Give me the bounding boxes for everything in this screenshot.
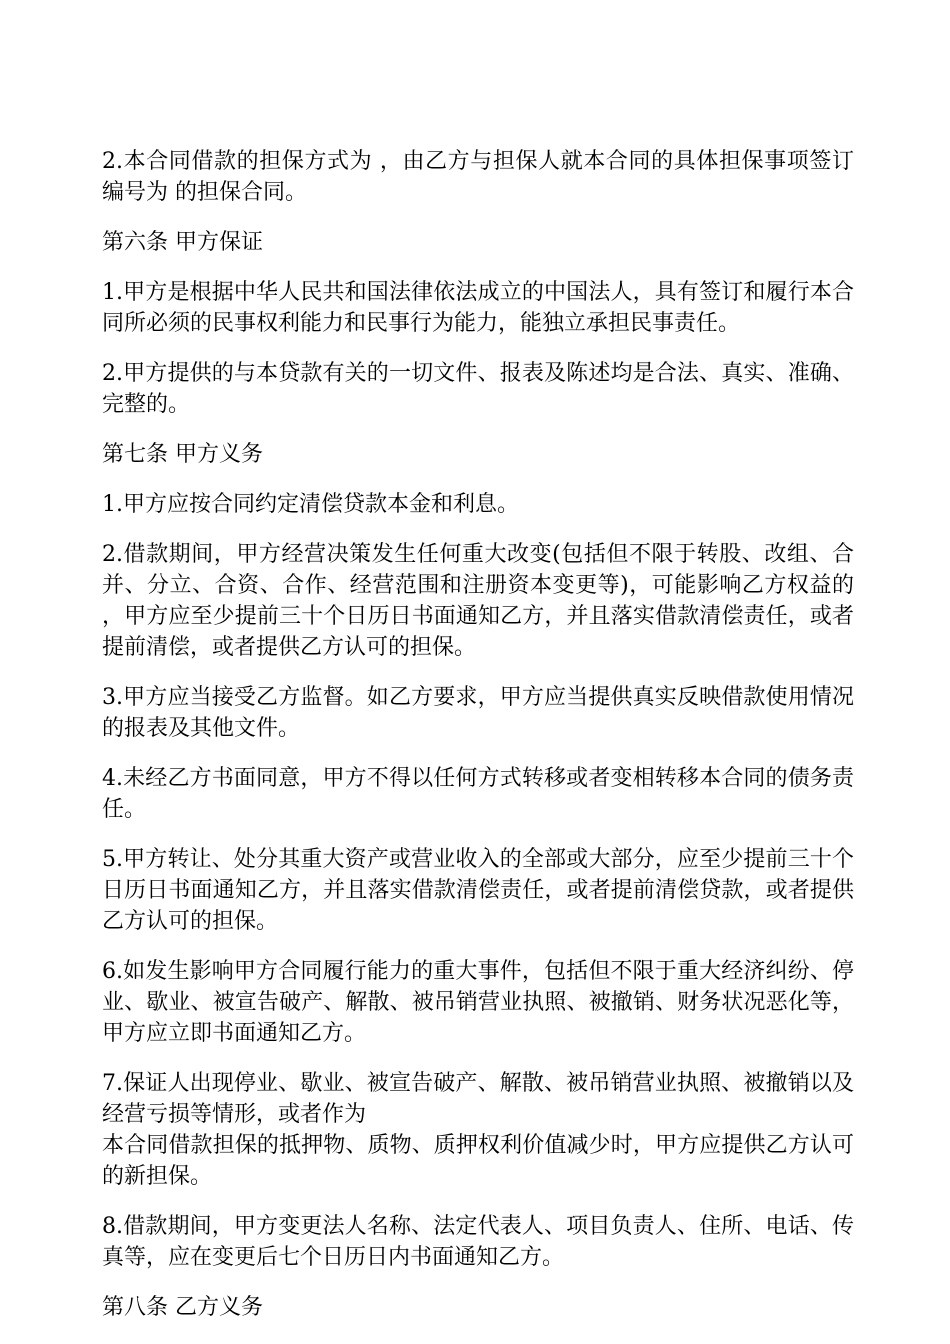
article-6-heading: 第六条 甲方保证 <box>102 230 263 255</box>
clause-6-item-1: 1.甲方是根据中华人民共和国法律依法成立的中国法人，具有签订和履行本合同所必须的民事权利能力和民事行为能力，能独立承担民事责任。 <box>102 280 854 336</box>
clause-7-item-7-part-2: 本合同借款担保的抵押物、质物、质押权利价值减少时，甲方应提供乙方认可的新担保。 <box>102 1133 854 1189</box>
clause-7-item-1: 1.甲方应按合同约定清偿贷款本金和利息。 <box>102 492 519 517</box>
clause-7-item-7 <box>102 1068 854 1192</box>
clause-5-item-2: 2.本合同借款的担保方式为 ，由乙方与担保人就本合同的具体担保事项签订编号为 的担保合同。 <box>102 149 854 205</box>
clause-7-item-3: 3.甲方应当接受乙方监督。如乙方要求，甲方应当提供真实反映借款使用情况的报表及其他文件。 <box>102 685 854 741</box>
clause-7-item-5: 5.甲方转让、处分其重大资产或营业收入的全部或大部分，应至少提前三十个日历日书面通知乙方，并且落实借款清偿责任，或者提前清偿贷款，或者提供乙方认可的担保。 <box>102 847 854 934</box>
clause-7-item-7-part-1: 7.保证人出现停业、歇业、被宣告破产、解散、被吊销营业执照、被撤销以及经营亏损等情形，或者作为 <box>102 1071 854 1127</box>
clause-7-item-4: 4.未经乙方书面同意，甲方不得以任何方式转移或者变相转移本合同的债务责任。 <box>102 766 854 822</box>
clause-7-item-8: 8.借款期间，甲方变更法人名称、法定代表人、项目负责人、住所、电话、传真等，应在变更后七个日历日内书面通知乙方。 <box>102 1214 854 1270</box>
article-7-heading: 第七条 甲方义务 <box>102 442 263 467</box>
clause-7-item-6: 6.如发生影响甲方合同履行能力的重大事件，包括但不限于重大经济纠纷、停业、歇业、被宣告破产、解散、被吊销营业执照、被撤销、财务状况恶化等，甲方应立即书面通知乙方。 <box>102 959 854 1046</box>
article-8-heading: 第八条 乙方义务 <box>102 1295 263 1320</box>
clause-7-item-2: 2.借款期间，甲方经营决策发生任何重大改变(包括但不限于转股、改组、合并、分立、合资、合作、经营范围和注册资本变更等)，可能影响乙方权益的 ，甲方应至少提前三十个日历日书面通知乙方，并且落实借款清偿责任，或者提前清偿，或者提供乙方认可的担保。 <box>102 542 854 660</box>
document-body <box>102 146 854 1342</box>
clause-6-item-2: 2.甲方提供的与本贷款有关的一切文件、报表及陈述均是合法、真实、准确、完整的。 <box>102 361 854 417</box>
